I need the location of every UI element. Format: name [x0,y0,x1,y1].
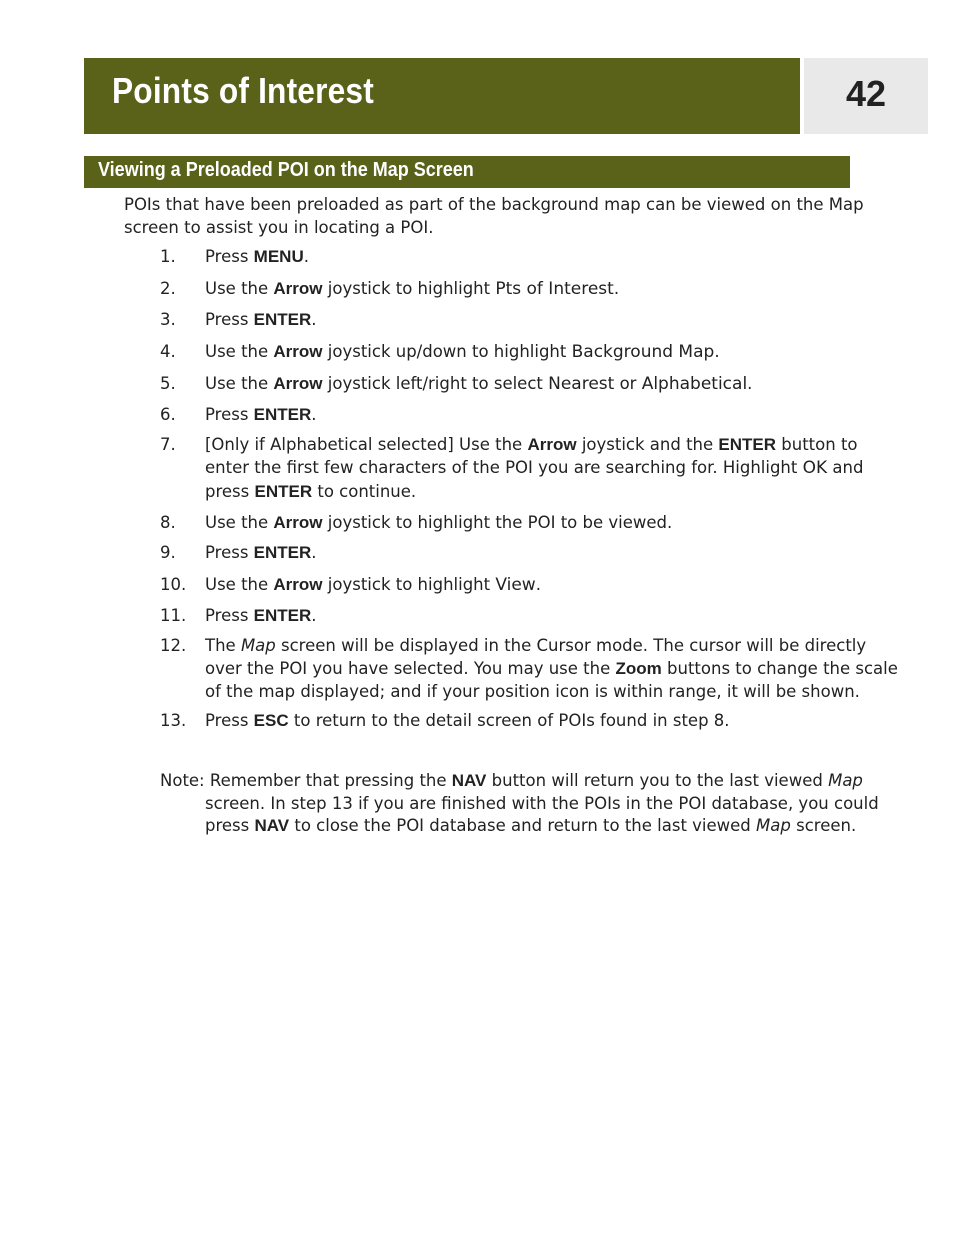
step-item [160,433,900,503]
key-name: ENTER [253,606,312,625]
step-number: 12. [160,636,187,655]
key-name: MENU [253,247,304,266]
note [160,770,900,838]
header-bar [84,58,800,134]
text-run: Use the [205,279,274,298]
text-run: and press [205,458,864,501]
step-item [160,541,900,564]
step-item [160,277,900,301]
menu-option-text: Background Map [571,342,715,362]
emphasis-text: Map [756,816,791,835]
step-item [160,308,900,331]
step-item [160,573,900,597]
text-run: joystick up/down to highlight [322,342,572,361]
key-name: Arrow [273,513,323,532]
step-text [205,709,900,732]
text-run: Use the [205,575,274,594]
text-run: . [714,342,720,361]
text-run: button will return you to the last viewed [486,771,829,790]
step-number: 13. [160,711,187,730]
text-run: screen. In step 13 if you are finished with the POIs in the POI database, you could press [205,793,879,835]
text-run: . [613,279,620,298]
step-item [160,604,900,627]
text-run: . [311,310,317,329]
step-number: 11. [160,606,187,625]
text-run: [Only if Alphabetical selected] Use the [205,435,528,454]
step-item [160,372,900,396]
menu-option-text: Alphabetical [641,374,748,394]
menu-option-text: Nearest [548,374,615,394]
key-name: ENTER [254,482,313,501]
text-run: . [311,405,317,424]
text-run: joystick to highlight the POI to be viewed. [322,513,673,532]
text-run: joystick and the [576,435,719,454]
intro-paragraph: POIs that have been preloaded as part of the background map can be viewed on the Map screen to assist you in locating a POI. [124,195,864,237]
key-name: Arrow [527,435,577,454]
text-run: . [311,543,317,562]
text-run: . [303,247,309,266]
step-text [205,604,900,627]
key-name: Arrow [273,279,323,298]
text-run: joystick left/right to select [322,374,549,393]
key-name: Arrow [273,374,323,393]
key-name: ESC [253,711,289,730]
text-run: Press [205,247,254,266]
text-run: Note: Remember that pressing the [160,771,452,790]
text-run: The [205,636,241,655]
emphasis-text: Map [240,636,276,655]
emphasis-text: Map [828,771,863,790]
text-run: screen will be displayed in the Cursor mode. The cursor will be directly over the POI you have selected. You may use the [205,636,867,678]
menu-option-text: Pts of Interest [495,279,614,299]
step-number: 9. [160,543,176,562]
text-run: Press [205,310,254,329]
key-name: ENTER [253,405,312,424]
step-item [160,634,900,703]
step-number: 4. [160,342,176,361]
step-number: 3. [160,310,176,329]
step-number: 10. [160,575,187,594]
key-name: NAV [451,771,487,790]
section-header [84,156,850,188]
note-continuation [160,793,900,838]
menu-option-text: OK [802,458,828,478]
key-name: Zoom [615,659,662,678]
key-name: NAV [254,816,290,835]
page-number-box [804,58,928,134]
step-item [160,511,900,534]
text-run: Use the [205,342,274,361]
text-run: to return to the detail screen of POIs found in step 8. [288,711,730,730]
page-title: Points of Interest [112,70,374,111]
note-first-line [160,771,863,790]
step-text [205,308,900,331]
menu-option-text: View [495,575,536,595]
step-item [160,709,900,732]
text-run: Use the [205,374,274,393]
step-number: 7. [160,435,176,454]
step-text [205,541,900,564]
text-run: joystick to highlight [322,575,496,594]
page-number: 42 [845,73,887,114]
step-text [205,372,900,396]
step-number: 1. [160,247,176,266]
text-run: to close the POI database and return to the last viewed [289,816,757,835]
text-run: Use the [205,513,274,532]
step-number: 5. [160,374,176,393]
key-name: ENTER [253,310,312,329]
step-item [160,403,900,426]
step-item [160,340,900,364]
section-title: Viewing a Preloaded POI on the Map Screen [98,159,474,181]
step-number: 2. [160,279,176,298]
step-text [205,277,900,301]
step-text [205,340,900,364]
key-name: ENTER [718,435,777,454]
step-text [205,433,900,503]
text-run: Press [205,606,254,625]
key-name: Arrow [273,575,323,594]
step-text [205,245,900,268]
step-text [205,573,900,597]
text-run: buttons to change the scale of the map displayed; and if your position icon is within range, it will be shown. [205,659,898,701]
text-run: to continue. [312,482,417,501]
text-run: screen. [790,816,857,835]
text-run: Press [205,711,254,730]
text-run: joystick to highlight [322,279,496,298]
step-text [205,634,900,703]
text-run: . [535,575,541,594]
step-number: 8. [160,513,176,532]
text-run: Press [205,405,254,424]
step-text [205,511,900,534]
step-number: 6. [160,405,176,424]
text-run: Press [205,543,254,562]
key-name: Arrow [273,342,323,361]
text-run: or [614,374,642,393]
text-run: . [311,606,317,625]
text-run: . [747,374,753,393]
step-item [160,245,900,268]
key-name: ENTER [253,543,312,562]
step-text [205,403,900,426]
text-run: button to enter the first few characters of the POI you are searching for. Highlight [205,435,858,477]
